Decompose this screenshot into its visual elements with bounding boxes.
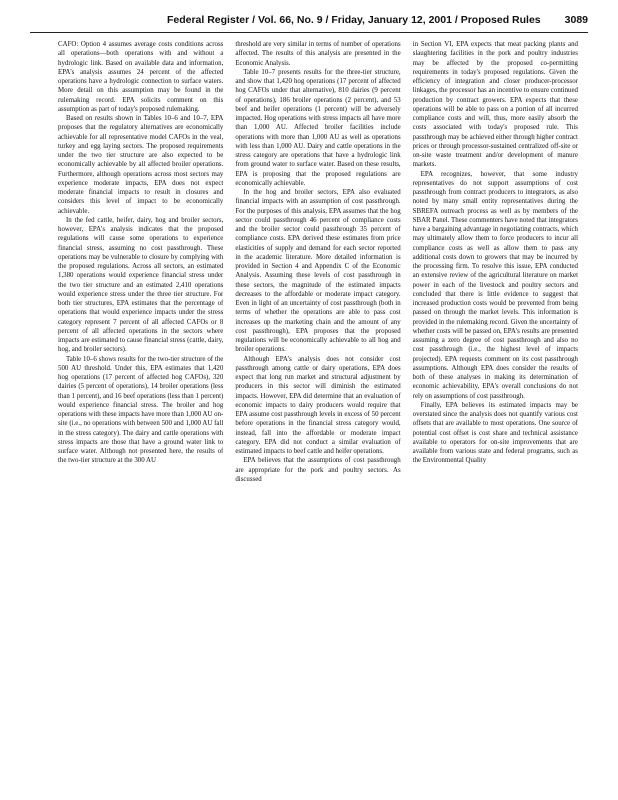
column-2	[235, 40, 400, 780]
page-number: 3089	[564, 14, 588, 26]
paragraph: In the fed cattle, heifer, dairy, hog and broiler sectors, however, EPA's analysis indicates that the proposed regulations will cause some operations to experience financial stress, assuming no cost passthrough. These operations may be vulnerable to closure by complying with the proposed regulations. Across all sectors, an estimated 1,380 operations would experience financial stress under the two tier structure and an estimated 2,410 operations would experience stress under the three tier structure. For both tier structures, EPA estimates that the percentage of operations that would experience impacts under the stress category represent 7 percent of all affected CAFOs or 8 percent of all affected operations in the sectors where impacts are estimated to cause financial stress (cattle, dairy, hog, and broiler sectors).	[58, 216, 224, 354]
column-1	[58, 40, 223, 780]
column-3	[413, 40, 578, 780]
paragraph: EPA recognizes, however, that some industry representatives do not support assumptions of cost passthrough from contract producers to integrators, as also noted by many small entity representatives during the SBREFA outreach process as well as by members of the SBAR Panel. These commenters have noted that integrators have a bargaining advantage in negotiating contracts, which may ultimately allow them to force producers to incur all compliance costs as well as allow them to pass any additional costs down to growers that may be incurred by the processing firm. To resolve this issue, EPA conducted an extensive review of the agricultural literature on market power in each of the livestock and poultry sectors and concluded that there is little evidence to suggest that increased production costs would be prevented from being passed on through the market levels. This information is provided in the rulemaking record. Given the uncertainty of whether costs will be passed on, EPA's results are presented assuming a zero degree of cost passthrough and also no cost passthrough (i.e., the highest level of impacts projected). EPA requests comment on its cost passthrough assumptions. Although EPA does consider the results of both of these analyses in making its determination of economic achievability, EPA's overall conclusions do not rely on assumptions of cost passthrough.	[412, 170, 578, 400]
paragraph: Table 10–7 presents results for the three-tier structure, and show that 1,420 hog operations (17 percent of affected hog CAFOs under that alternative), 810 dairies (9 percent of operations), 186 broiler operations (2 percent), and 53 beef and heifer operations (1 percent) will be adversely impacted. Hog operations with stress impacts all have more than 1,000 AU. Affected broiler facilities include operations with more than 1,000 AU as well as operations with less than 1,000 AU. Dairy and cattle operations in the stress category are operations that have a hydrologic link from ground water to surface water. Based on these results, EPA is proposing that the proposed regulations are economically achievable.	[235, 68, 401, 187]
paragraph: Finally, EPA believes its estimated impacts may be overstated since the analysis does not quantify various cost offsets that are available to most operations. One source of potential cost offset is cost share and technical assistance available to operators for on-site improvements that are available from various state and federal programs, such as the Environmental Quality	[412, 401, 578, 465]
paragraph: Although EPA's analysis does not consider cost passthrough among cattle or dairy operations, EPA does expect that long run market and structural adjustment by producers in this sector will diminish the estimated impacts. However, EPA did determine that an evaluation of economic impacts to dairy producers would require that EPA assume cost passthrough levels in excess of 50 percent before operations in the financial stress category would, instead, fall into the affordable or moderate impact category. EPA did not conduct a similar evaluation of estimated impacts to beef cattle and heifer operations.	[235, 355, 401, 455]
header-rule	[30, 32, 588, 33]
running-head	[30, 14, 588, 30]
paragraph: in Section VI, EPA expects that meat packing plants and slaughtering facilities in the pork and poultry industries may be affected by the proposed co-permitting requirements in today's proposed regulations. Given the efficiency of integration and closer producer-processor linkages, the processor has an incentive to ensure continued production by contract growers. EPA expects that these operations will be able to pass on a portion of all incurred compliance costs and will, thus, more easily absorb the costs associated with today's proposed rule. This passthrough may be achieved either through higher contract prices or through processor-sustained centralized off-site or on-site waste treatment and/or development of manure markets.	[412, 41, 578, 169]
running-head-title: Federal Register / Vol. 66, No. 9 / Friday, January 12, 2001 / Proposed Rules	[166, 14, 541, 26]
paragraph: Table 10–6 shows results for the two-tier structure of the 500 AU threshold. Under this, EPA estimates that 1,420 hog operations (17 percent of affected hog CAFOs), 320 dairies (5 percent of operations), 14 broiler operations (less than 1 percent), and 16 beef operations (less than 1 percent) would experience financial stress. The broiler and hog operations with these impacts have more than 1,000 AU on-site (i.e., no operations with between 500 and 1,000 AU fall in the stress category). The dairy and cattle operations with stress impacts are those that have a ground water link to surface water. Although not presented here, the results of the two-tier structure at the 300 AU	[58, 355, 224, 465]
paragraph: EPA believes that the assumptions of cost passthrough are appropriate for the pork and poultry sectors. As discussed	[235, 457, 401, 483]
paragraph: Based on results shown in Tables 10–6 and 10–7, EPA proposes that the regulatory alternatives are economically achievable for all representative model CAFOs in the veal, turkey and egg laying sectors. The proposed requirements under the two tier structure are also expected to be economically achievable by all affected broiler operations. Furthermore, although operations across most sectors may experience moderate impacts, EPA does not expect moderate financial impacts to result in closures and considers this level of impact to be economically achievable.	[58, 115, 224, 215]
paragraph: threshold are very similar in terms of number of operations affected. The results of this analysis are presented in the Economic Analysis.	[235, 41, 401, 67]
paragraph: In the hog and broiler sectors, EPA also evaluated financial impacts with an assumption of cost passthrough. For the purposes of this analysis, EPA assumes that the hog sector could passthrough 46 percent of compliance costs and the broiler sector could passthrough 35 percent of compliance costs. EPA derived these estimates from price elasticities of supply and demand for each sector reported in the academic literature. More detailed information is provided in Section 4 and Appendix C of the Economic Analysis. Assuming these levels of cost passthrough in these sectors, the magnitude of the estimated impacts decreases to the affordable or moderate impact category. Even in light of an uncertainty of cost passthrough (both in terms of whether the operations are able to pass cost increases up the marketing chain and the amount of any cost passthrough), EPA proposes that the proposed regulations will be economically achievable to all hog and broiler operations.	[235, 189, 401, 354]
body-columns	[58, 40, 578, 780]
paragraph: CAFO: Option 4 assumes average costs conditions across all operations—both operations with and without a hydrologic link. Based on available data and information, EPA's analysis assumes 24 percent of the affected operations have a hydrologic connection to surface waters. More detail on this assumption may be found in the rulemaking record. EPA solicits comment on this assumption as part of today's proposed rulemaking.	[58, 41, 224, 113]
